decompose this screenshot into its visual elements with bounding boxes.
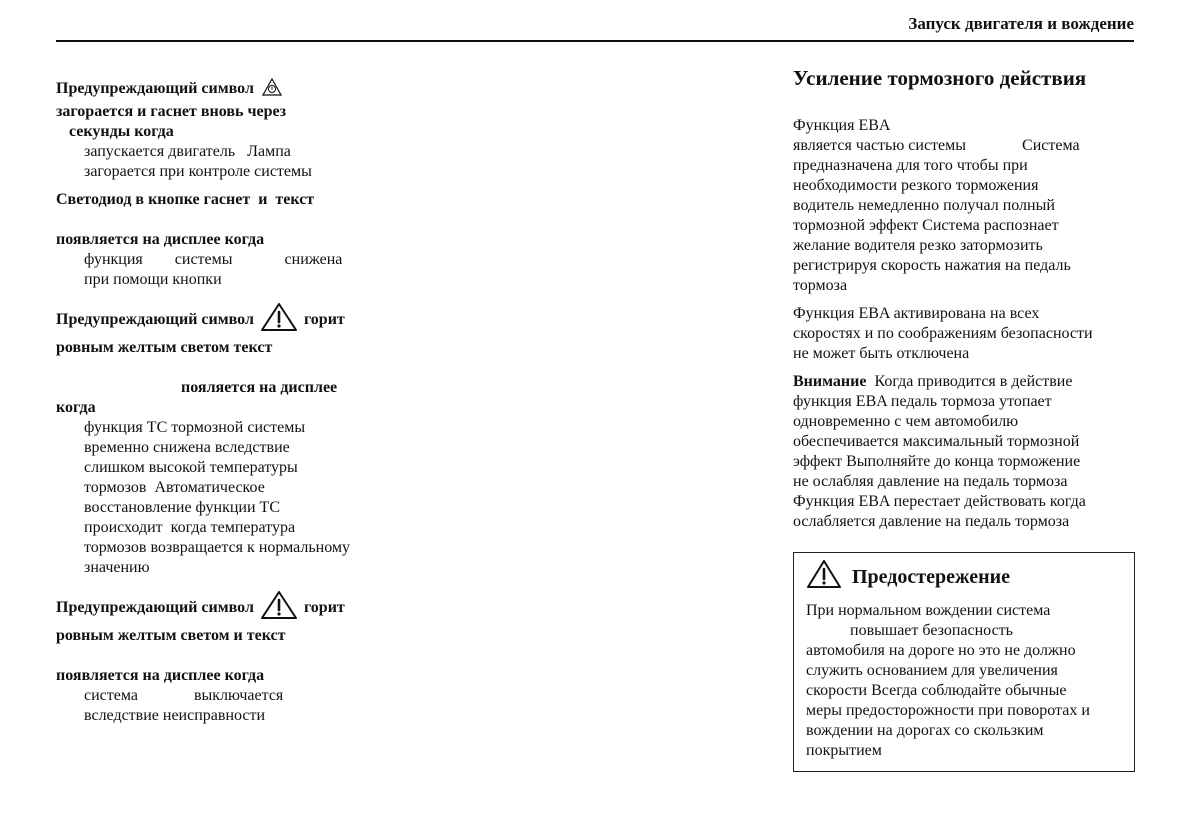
- para-line: Функция EBA: [793, 117, 891, 134]
- caution-line: повышает безопасность: [806, 622, 1013, 639]
- section-warning-flash: [56, 78, 416, 182]
- s2-line2: появляется на дисплее когда: [56, 231, 265, 248]
- caution-line: вождении на дорогах со скользким: [806, 722, 1044, 739]
- para-line: не может быть отключена: [793, 345, 970, 362]
- s4-line1b: горит: [303, 599, 345, 616]
- s4-line3: появляется на дисплее когда: [56, 667, 265, 684]
- para-line: не ослабляя давление на педаль тормоза: [793, 473, 1068, 490]
- list-item: функция системы снижена: [84, 251, 343, 268]
- list-item: восстановление функции ТС: [84, 499, 280, 516]
- left-column: [56, 78, 416, 726]
- s4-line1a: Предупреждающий символ: [56, 599, 254, 616]
- list-item: тормозов Автоматическое: [84, 479, 265, 496]
- caution-line: покрытием: [806, 742, 882, 759]
- para-line: тормоза: [793, 277, 848, 294]
- warning-triangle-icon: [806, 559, 842, 595]
- para-line: желание водителя резко затормозить: [793, 237, 1043, 254]
- caution-line: скорости Всегда соблюдайте обычные: [806, 682, 1067, 699]
- caution-title: Предостережение: [852, 566, 1011, 588]
- para-line: водитель немедленно получал полный: [793, 197, 1055, 214]
- list-item: тормозов возвращается к нормальному: [84, 539, 351, 556]
- paragraph-eba-intro: [793, 116, 1135, 296]
- caution-line: служить основанием для увеличения: [806, 662, 1058, 679]
- para-line: скоростях и по соображениям безопасности: [793, 325, 1093, 342]
- s4-line2: ровным желтым светом и текст: [56, 627, 286, 644]
- para-line: тормозной эффект Система распознает: [793, 217, 1059, 234]
- caution-box: [793, 552, 1135, 772]
- list-item: вследствие неисправности: [84, 707, 266, 724]
- warning-triangle-icon: [260, 590, 298, 626]
- caution-line: автомобиля на дороге но это не должно: [806, 642, 1076, 659]
- s3-line3: пояляется на дисплее: [181, 379, 338, 396]
- s1-line2: загорается и гаснет вновь через: [56, 103, 286, 120]
- list-item: загорается при контроле системы: [84, 163, 312, 180]
- para-line: предназначена для того чтобы при: [793, 157, 1028, 174]
- para-line: эффект Выполняйте до конца торможение: [793, 453, 1081, 470]
- para-line: является частью системы Система: [793, 137, 1080, 154]
- para-line: Функция EBA активирована на всех: [793, 305, 1040, 322]
- warning-triangle-icon: [260, 302, 298, 338]
- page-header-title: Запуск двигателя и вождение: [908, 14, 1134, 33]
- section-warning-steady-off: [56, 590, 416, 726]
- s3-line2: ровным желтым светом текст: [56, 339, 273, 356]
- caution-line: меры предосторожности при поворотах и: [806, 702, 1090, 719]
- section-title: Усиление тормозного действия: [793, 66, 1087, 90]
- s3-line1a: Предупреждающий символ: [56, 311, 254, 328]
- list-item: временно снижена вследствие: [84, 439, 290, 456]
- s1-line1: Предупреждающий символ: [56, 80, 254, 97]
- para-line: необходимости резкого торможения: [793, 177, 1039, 194]
- list-item: функция ТС тормозной системы: [84, 419, 306, 436]
- list-item: система выключается: [84, 687, 284, 704]
- s3-line4: когда: [56, 399, 96, 416]
- attention-label: Внимание: [793, 373, 867, 390]
- para-line: Функция EBA перестает действовать когда: [793, 493, 1086, 510]
- para-line: Когда приводится в действие: [866, 373, 1073, 390]
- para-line: регистрируя скорость нажатия на педаль: [793, 257, 1071, 274]
- s2-line1: Светодиод в кнопке гаснет и текст: [56, 191, 315, 208]
- s3-line1b: горит: [303, 311, 345, 328]
- list-item: при помощи кнопки: [84, 271, 222, 288]
- section-warning-steady-tc: [56, 302, 416, 578]
- paragraph-eba-active: [793, 304, 1135, 364]
- para-line: обеспечивается максимальный тормозной: [793, 433, 1080, 450]
- header-rule: [56, 40, 1134, 42]
- caution-line: При нормальном вождении система: [806, 602, 1051, 619]
- para-line: ослабляется давление на педаль тормоза: [793, 513, 1070, 530]
- para-line: одновременно с чем автомобилю: [793, 413, 1019, 430]
- s1-line3: секунды когда: [69, 123, 174, 140]
- list-item: запускается двигатель Лампа: [84, 143, 291, 160]
- list-item: слишком высокой температуры: [84, 459, 298, 476]
- right-column: [793, 64, 1135, 772]
- paragraph-attention: [793, 372, 1135, 532]
- para-line: функция EBA педаль тормоза утопает: [793, 393, 1052, 410]
- list-item: происходит когда температура: [84, 519, 296, 536]
- section-led-off: [56, 190, 416, 290]
- list-item: значению: [84, 559, 150, 576]
- brake-warning-small-icon: [262, 78, 282, 102]
